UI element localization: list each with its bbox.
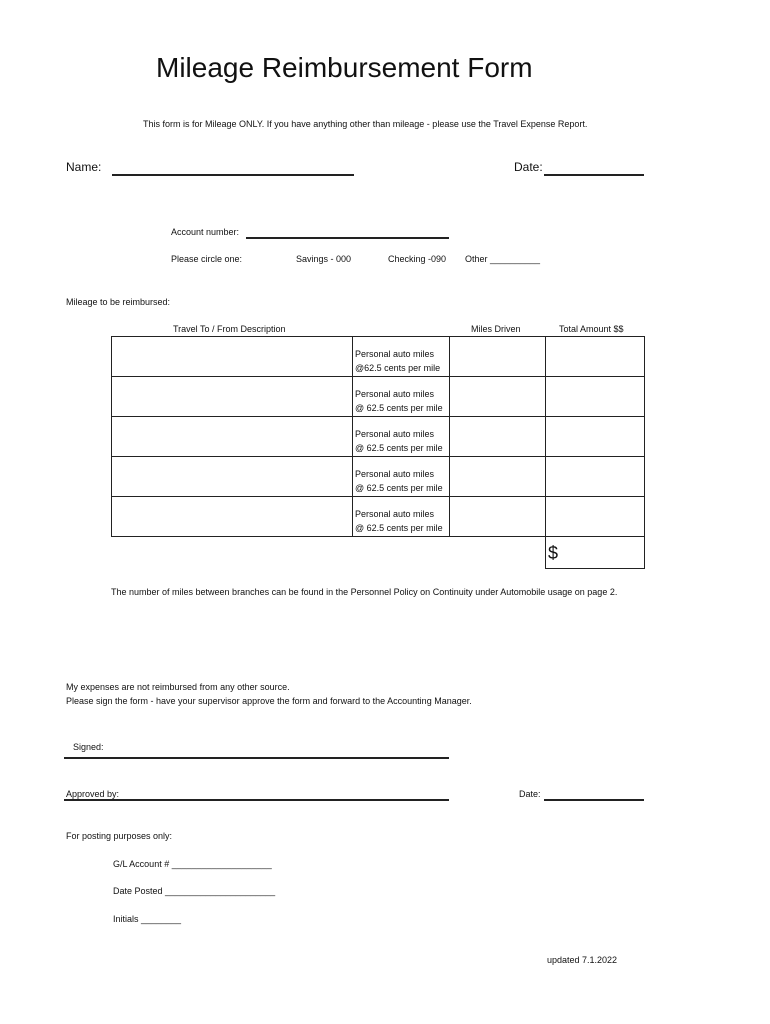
approved-by-label: Approved by: (66, 789, 120, 799)
gl-account-field[interactable]: G/L Account # ____________________ (113, 859, 272, 869)
rate-cell (353, 417, 450, 457)
rate-cell (353, 337, 450, 377)
description-cell[interactable] (112, 457, 353, 497)
description-cell[interactable] (112, 377, 353, 417)
description-cell[interactable] (112, 497, 353, 537)
col-miles-header: Miles Driven (471, 324, 521, 334)
mileage-note: The number of miles between branches can be found in the Personnel Policy on Continuity under Automobile usage on page 2. (111, 587, 618, 597)
table-row (112, 457, 645, 497)
total-cell[interactable] (546, 337, 645, 377)
option-savings[interactable]: Savings - 000 (296, 254, 352, 264)
total-cell[interactable] (546, 417, 645, 457)
rate-line2: @ 62.5 cents per mile (355, 523, 443, 533)
miles-cell[interactable] (450, 497, 546, 537)
table-row (112, 377, 645, 417)
signature-field[interactable] (64, 757, 449, 759)
rate-line1: Personal auto miles (355, 469, 435, 479)
circle-one-label: Please circle one: (171, 254, 243, 264)
total-cell[interactable] (546, 497, 645, 537)
total-cell[interactable] (546, 457, 645, 497)
rate-cell (353, 377, 450, 417)
statement-sign-instructions: Please sign the form - have your supervisor approve the form and forward to the Accounting Manager. (66, 696, 472, 706)
approved-by-field[interactable] (64, 799, 449, 801)
approval-date-field[interactable] (544, 799, 644, 801)
rate-line1: Personal auto miles (355, 349, 435, 359)
rate-line1: Personal auto miles (355, 509, 435, 519)
table-row (112, 497, 645, 537)
table-row (112, 417, 645, 457)
miles-cell[interactable] (450, 377, 546, 417)
rate-line2: @62.5 cents per mile (355, 363, 441, 373)
date-posted-field[interactable]: Date Posted ______________________ (113, 886, 276, 896)
mileage-table (111, 336, 645, 569)
initials-field[interactable]: Initials ________ (113, 914, 182, 924)
mileage-heading: Mileage to be reimbursed: (66, 297, 171, 307)
miles-cell[interactable] (450, 417, 546, 457)
col-total-header: Total Amount $$ (559, 324, 624, 334)
total-cell[interactable] (546, 377, 645, 417)
approval-date-label: Date: (519, 789, 541, 799)
rate-line1: Personal auto miles (355, 429, 435, 439)
description-cell[interactable] (112, 337, 353, 377)
posting-heading: For posting purposes only: (66, 831, 173, 841)
total-row (112, 537, 645, 569)
rate-line2: @ 62.5 cents per mile (355, 443, 443, 453)
updated-note: updated 7.1.2022 (547, 955, 618, 965)
rate-cell (353, 457, 450, 497)
name-field[interactable] (112, 174, 354, 176)
col-description-header: Travel To / From Description (173, 324, 286, 334)
date-field[interactable] (544, 174, 644, 176)
rate-line2: @ 62.5 cents per mile (355, 483, 443, 493)
statement-not-reimbursed: My expenses are not reimbursed from any other source. (66, 682, 290, 692)
miles-cell[interactable] (450, 337, 546, 377)
account-number-field[interactable] (246, 237, 449, 239)
grand-total-cell[interactable]: $ (546, 537, 645, 569)
option-other[interactable]: Other __________ (465, 254, 541, 264)
form-title: Mileage Reimbursement Form (156, 52, 533, 83)
rate-line1: Personal auto miles (355, 389, 435, 399)
name-label: Name: (66, 160, 102, 174)
miles-cell[interactable] (450, 457, 546, 497)
account-number-label: Account number: (171, 227, 240, 237)
rate-line2: @ 62.5 cents per mile (355, 403, 443, 413)
table-row (112, 337, 645, 377)
rate-cell (353, 497, 450, 537)
option-checking[interactable]: Checking -090 (388, 254, 447, 264)
description-cell[interactable] (112, 417, 353, 457)
form-subtitle: This form is for Mileage ONLY. If you have anything other than mileage - please use the Travel Expense Report. (143, 119, 588, 129)
signed-label: Signed: (73, 742, 104, 752)
date-label: Date: (514, 160, 543, 174)
